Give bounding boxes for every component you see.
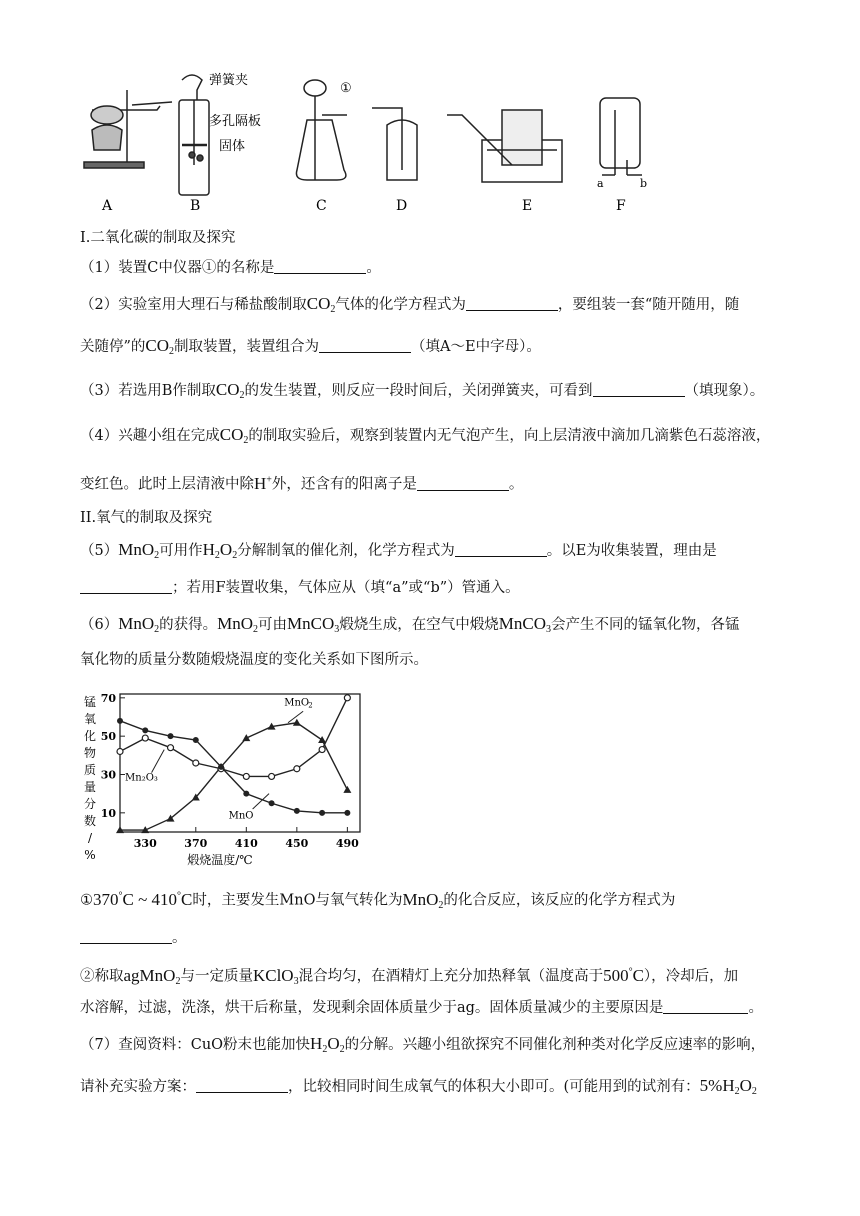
q5-text: 可用作 [159, 543, 203, 559]
q4-text: 变红色。此时上层清液中除 [80, 476, 254, 493]
q2-text: （2）实验室用大理石与稀盐酸制取 [80, 297, 307, 313]
data-point [142, 727, 148, 733]
question-1 [80, 258, 381, 278]
data-point [168, 745, 174, 751]
question-3 [80, 380, 764, 406]
mno2-formula: MnO$_2$ [402, 889, 444, 911]
question-4-line2 [80, 470, 523, 495]
label-e: E [522, 198, 533, 214]
q4-text: 外，还含有的阳离子是 [271, 476, 417, 493]
q6-2-text: 与一定质量 [180, 968, 253, 985]
y-axis-label: 量 [83, 780, 97, 794]
apparatus-a [84, 90, 172, 168]
apparatus-e [447, 110, 562, 182]
data-point [243, 791, 249, 797]
x-tick-label: 410 [234, 837, 258, 850]
data-point [218, 764, 224, 770]
q6-2-text: 水溶解，过滤，洗涤，烘干后称量，发现剩余固体质量少于ag。固体质量减少的主要原因是 [80, 1000, 664, 1016]
x-tick-label: 490 [335, 837, 359, 850]
data-point [117, 749, 123, 755]
q5-text: 。以E为收集装置，理由是 [546, 543, 717, 559]
q6-1-text: ① [80, 892, 93, 909]
data-point [294, 766, 300, 772]
y-axis-label: 锰 [83, 695, 97, 709]
solid-label: 固体 [219, 139, 246, 154]
section1-title: I.二氧化碳的制取及探究 [80, 230, 236, 246]
question-4-line1 [80, 425, 770, 451]
answer-blank [274, 259, 366, 274]
answer-blank [417, 476, 509, 491]
series-label-mno2: MnO [284, 697, 310, 709]
label-d: D [396, 198, 408, 214]
x-tick-label: 330 [133, 837, 157, 850]
answer-blank [319, 338, 411, 353]
y-tick-label: 30 [100, 768, 116, 782]
temperature-370: 370°C ~ 410°C [93, 889, 193, 909]
data-point [242, 734, 250, 741]
kclo3-formula: KClO$_3$ [252, 965, 299, 987]
q6-2-text: 混合均匀，在酒精灯上充分加热释氧（温度高于 [298, 968, 604, 985]
label-a: A [102, 198, 113, 214]
q1-end: 。 [366, 260, 381, 276]
data-point [344, 810, 350, 816]
apparatus-figure [82, 70, 682, 220]
question-6-line1 [80, 614, 740, 640]
question-6-1-line1 [80, 886, 675, 916]
data-point [344, 695, 350, 701]
mnco3-formula: MnCO$_3$ [287, 614, 340, 635]
series-line-mn2o3 [120, 698, 347, 777]
f-label-a: a [597, 177, 604, 190]
data-point [319, 747, 325, 753]
manganese-oxide-chart [80, 686, 370, 870]
co2-formula: $CO_2$ [306, 294, 336, 315]
data-point [293, 719, 301, 726]
q6-text: 煅烧生成，在空气中煅烧 [339, 617, 499, 633]
mno2-formula: MnO$_2$ [118, 614, 160, 635]
data-point [193, 760, 199, 766]
q4-text: （4）兴趣小组在完成 [80, 428, 220, 444]
co2-formula: $CO_2$ [215, 380, 245, 401]
mno2-formula: MnO$_2$ [118, 540, 160, 561]
q6-1-text: 的化合反应，该反应的化学方程式为 [443, 892, 676, 909]
data-point [269, 773, 275, 779]
data-point [343, 786, 351, 793]
q6-1-text: 。 [172, 930, 187, 946]
c-marker: ① [340, 81, 352, 96]
y-tick-label: 10 [100, 806, 116, 820]
co2-formula: $CO_2$ [145, 336, 175, 357]
q3-text: （填现象）。 [684, 383, 765, 399]
answer-blank [593, 382, 685, 397]
data-point [168, 733, 174, 739]
data-point [319, 810, 325, 816]
question-6-2-line2 [80, 998, 763, 1018]
q2-text: 气体的化学方程式为 [335, 297, 466, 313]
apparatus-b [179, 75, 209, 195]
q5-text: （5） [80, 543, 119, 559]
data-point [269, 800, 275, 806]
q6-text: 的获得。 [159, 617, 218, 633]
q5-text: ；若用F装置收集，气体应从（填“a”或“b”）管通入。 [172, 580, 520, 596]
q6-2-text: ②称取 [80, 968, 124, 985]
series-label-mn2o3: Mn₂O₃ [125, 772, 158, 784]
apparatus-d [372, 108, 417, 180]
q3-text: 的发生装置，则反应一段时间后，关闭弹簧夹，可看到 [244, 383, 593, 399]
y-axis-label: 分 [83, 797, 97, 811]
agmno2-formula: agMnO$_2$ [123, 965, 181, 987]
q4-text: 的制取实验后，观察到装置内无气泡产生，向上层清液中滴加几滴紫色石蕊溶液， [248, 428, 771, 444]
series-pointer [152, 750, 165, 773]
mno2-formula: MnO$_2$ [217, 614, 259, 635]
y-tick-label: 70 [100, 691, 116, 705]
porous-plate-label: 多孔隔板 [209, 114, 262, 129]
answer-blank [80, 579, 172, 594]
q6-text: 可由 [258, 617, 288, 633]
y-tick-label: 50 [100, 730, 116, 744]
y-axis-label: 质 [83, 763, 97, 777]
label-c: C [316, 198, 327, 214]
answer-blank [196, 1078, 288, 1093]
data-point [117, 718, 123, 724]
q2-text: 制取装置，装置组合为 [174, 339, 320, 355]
q1-text: （1）装置C中仪器①的名称是 [80, 260, 275, 276]
h2o2-formula: $H_2O_2$ [202, 540, 238, 561]
q5-text: 分解制氧的催化剂，化学方程式为 [237, 543, 455, 559]
answer-blank [80, 929, 172, 944]
q6-1-text: 时，主要发生MnO与氧气转化为 [192, 892, 403, 909]
label-f: F [616, 198, 626, 214]
q2-text: （填A～E中字母）。 [411, 339, 541, 355]
x-tick-label: 450 [285, 837, 309, 850]
data-point [142, 735, 148, 741]
y-axis-label: 物 [83, 746, 97, 760]
y-axis-label: 氧 [83, 712, 97, 726]
question-2-line2 [80, 336, 541, 362]
question-6-line2: 氧化物的质量分数随煅烧温度的变化关系如下图所示。 [80, 652, 428, 668]
question-7-line2 [80, 1076, 757, 1102]
spring-clip-label: 弹簧夹 [209, 73, 249, 88]
y-axis-label: % [84, 848, 96, 862]
answer-blank [663, 999, 748, 1014]
y-axis-label: 数 [83, 814, 97, 828]
h2o2-formula: $H_2O_2$ [310, 1034, 345, 1055]
question-7-line1 [80, 1034, 765, 1060]
h2o2-solution-formula: $5\%H_2O_2$ [699, 1076, 757, 1097]
x-tick-label: 370 [184, 837, 208, 850]
h-plus-formula: H+ [254, 473, 272, 493]
q3-text: （3）若选用B作制取 [80, 383, 216, 399]
q2-text: 关随停”的 [80, 339, 146, 355]
y-axis-label: / [87, 831, 93, 845]
question-5-line2 [80, 578, 520, 598]
data-point [243, 773, 249, 779]
temperature-500: 500°C [603, 965, 644, 985]
data-point [294, 808, 300, 814]
q6-text: 会产生不同的锰氧化物，各锰 [551, 617, 740, 633]
answer-blank [455, 542, 547, 557]
question-2-line1 [80, 294, 739, 320]
label-b: B [190, 198, 201, 214]
apparatus-f [600, 98, 642, 175]
q6-2-text: ），冷却后，加 [643, 968, 739, 985]
data-point [318, 736, 326, 743]
f-label-b: b [640, 177, 648, 190]
q6-2-text: 。 [748, 1000, 763, 1016]
q7-text: （7）查阅资料：CuO粉末也能加快 [80, 1037, 311, 1053]
q7-text: 的分解。兴趣小组欲探究不同催化剂种类对化学反应速率的影响， [344, 1037, 766, 1053]
q4-text: 。 [508, 476, 524, 493]
question-6-2-line1 [80, 962, 738, 992]
series-label-mno2-sub: 2 [308, 701, 313, 710]
question-5-line1 [80, 540, 717, 566]
q6-text: （6） [80, 617, 119, 633]
co2-formula: $CO_2$ [219, 425, 249, 446]
y-axis-label: 化 [83, 729, 97, 743]
question-6-1-line2 [80, 928, 187, 948]
answer-blank [466, 296, 558, 311]
data-point [193, 737, 199, 743]
x-axis-label: 煅烧温度/℃ [187, 853, 253, 867]
series-label-mno: MnO [228, 810, 254, 822]
q7-text: ，比较相同时间生成氧气的体积大小即可。(可能用到的试剂有： [288, 1079, 700, 1095]
q2-text: ，要组装一套“随开随用，随 [557, 297, 740, 313]
mnco3-formula: MnCO$_3$ [498, 614, 552, 635]
q7-text: 请补充实验方案： [80, 1079, 196, 1095]
section2-title: II.氧气的制取及探究 [80, 510, 213, 526]
